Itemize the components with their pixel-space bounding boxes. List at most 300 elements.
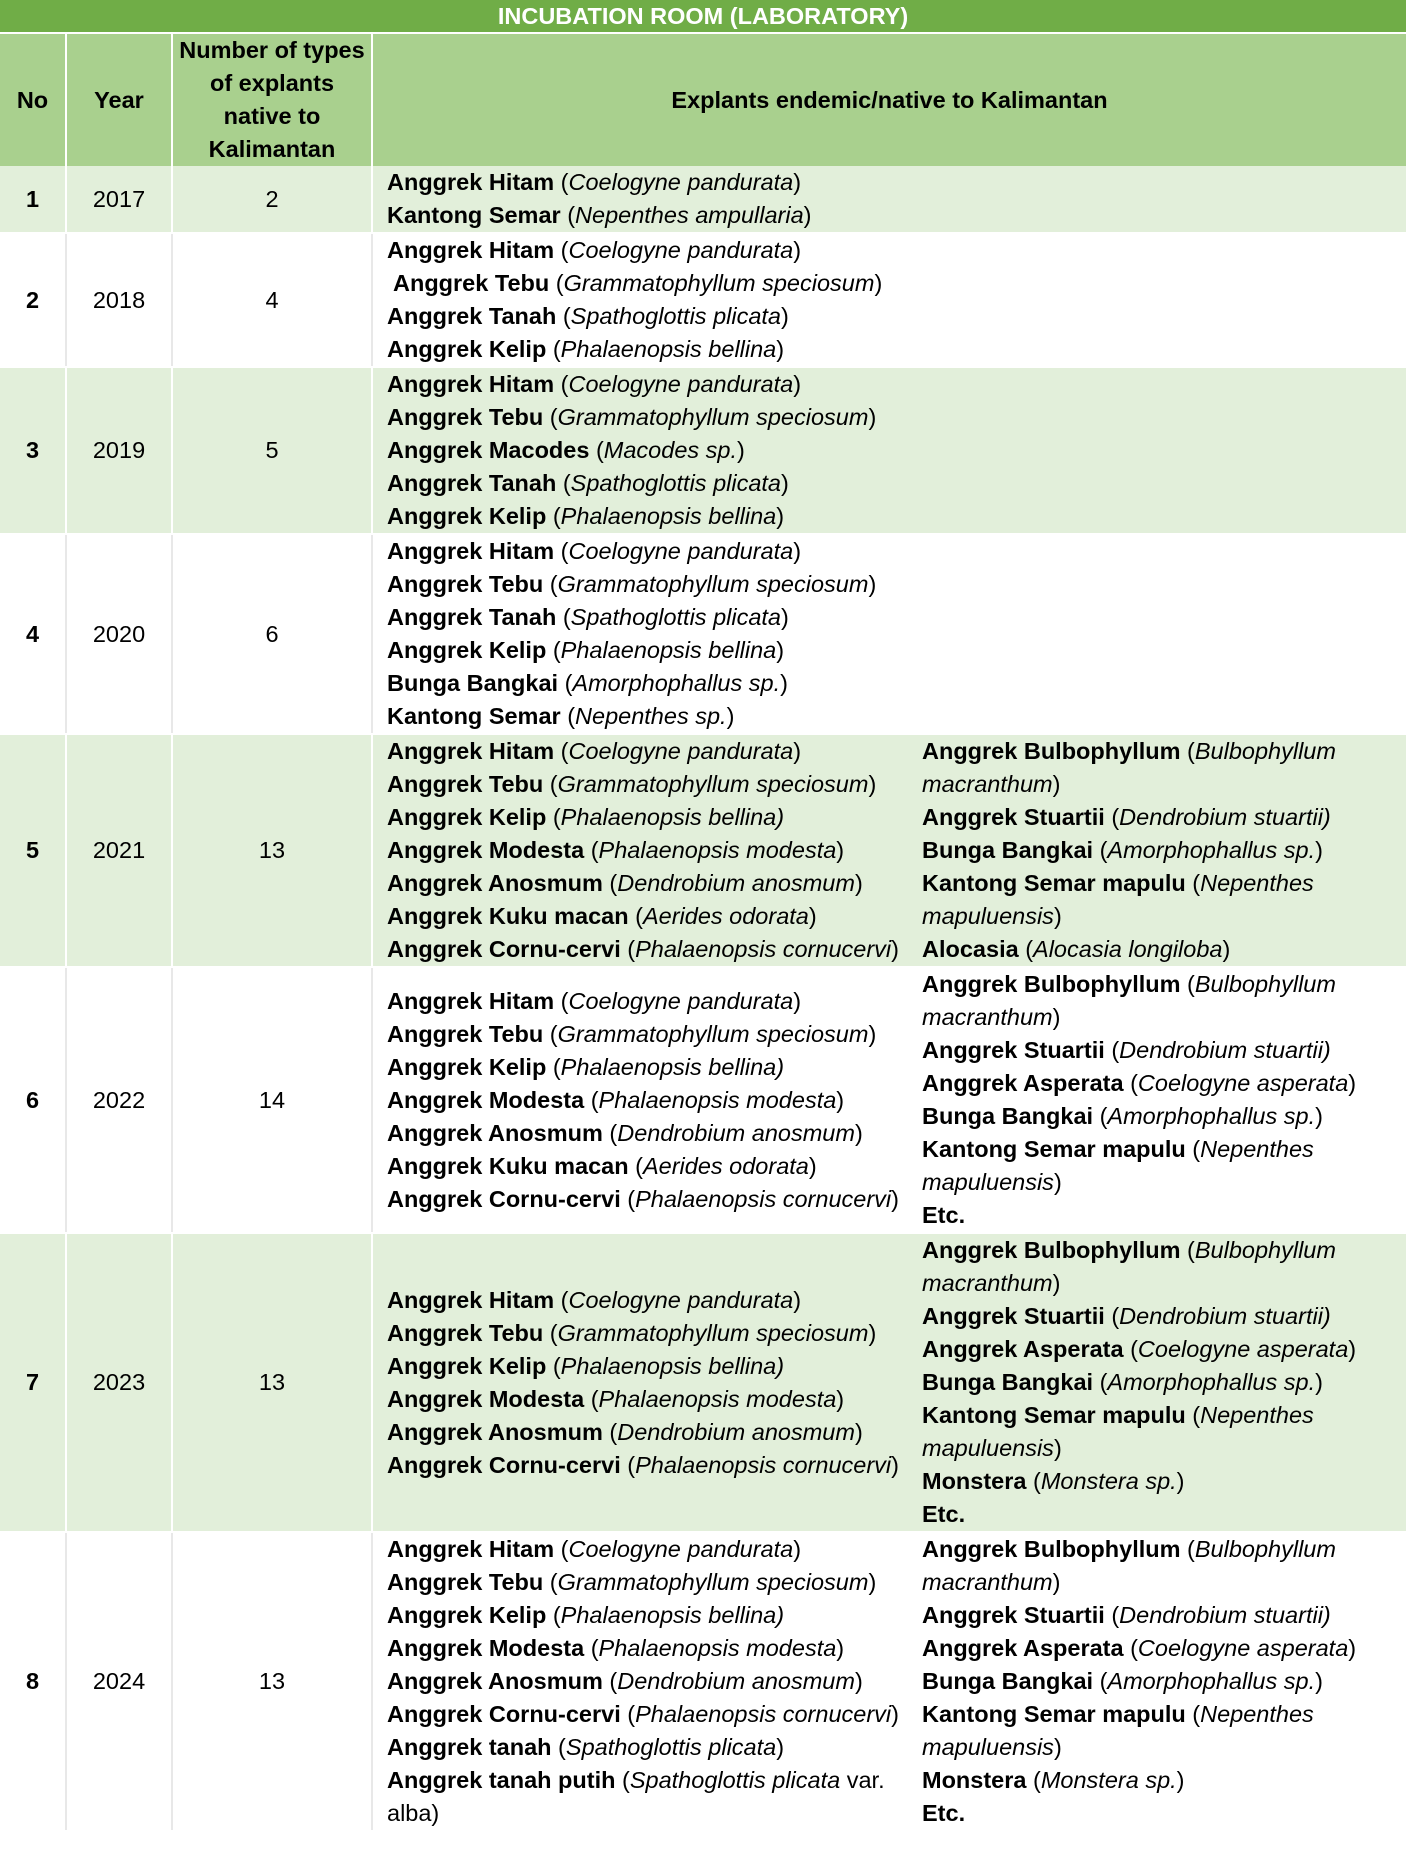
explant-common-name: Anggrek Hitam xyxy=(387,1286,555,1313)
explant-common-name: Anggrek Asperata xyxy=(922,1070,1124,1096)
explant-entry xyxy=(387,1284,912,1317)
explant-common-name: Monstera xyxy=(922,1767,1027,1793)
explant-paren-close: ) xyxy=(854,1668,863,1694)
table-row xyxy=(0,1532,1406,1831)
explant-paren-close: ) xyxy=(868,404,877,430)
explant-entry xyxy=(387,1599,912,1632)
explant-scientific-name: Nepenthes mapuluensis xyxy=(922,1136,1314,1195)
explant-entry xyxy=(922,735,1406,801)
explant-scientific-name: Spathoglottis plicata xyxy=(570,303,782,329)
explant-paren-open: ( xyxy=(584,1635,599,1661)
row-year: 2021 xyxy=(66,734,172,967)
explant-entry xyxy=(387,267,1406,300)
table-row xyxy=(0,1233,1406,1532)
explant-scientific-name: Coelogyne pandurata xyxy=(568,1286,794,1313)
explant-common-name: Anggrek Hitam xyxy=(387,987,555,1014)
row-number: 5 xyxy=(0,734,66,967)
explant-common-name: Anggrek Tebu xyxy=(393,270,550,296)
explant-paren-open: ( xyxy=(554,169,569,195)
explant-paren-open: ( xyxy=(554,1286,569,1313)
explant-paren-close: ) xyxy=(793,1286,802,1313)
explant-paren-close: ) xyxy=(891,1451,899,1478)
explant-entry xyxy=(387,467,1406,500)
explant-paren-open: ( xyxy=(554,237,569,263)
explant-paren-close: ) xyxy=(1348,1070,1357,1096)
explant-paren-close: ) xyxy=(854,1119,863,1146)
explant-scientific-name: Coelogyne pandurata xyxy=(568,738,794,764)
explant-paren-open: ( xyxy=(546,804,561,830)
explant-entry xyxy=(387,700,1406,733)
explant-entry xyxy=(922,1333,1406,1366)
explant-paren-open: ( xyxy=(1026,1468,1041,1494)
table-row xyxy=(0,734,1406,967)
explant-paren-close: ) xyxy=(1348,1336,1357,1362)
explant-paren-open: ( xyxy=(546,336,561,362)
explant-scientific-name: Dendrobium anosmum xyxy=(617,1418,855,1445)
explant-entry xyxy=(922,1100,1406,1133)
explant-common-name: Anggrek Anosmum xyxy=(387,1418,603,1445)
explant-common-name: Bunga Bangkai xyxy=(922,1103,1094,1129)
explant-scientific-name: Macodes sp. xyxy=(603,437,738,463)
explant-scientific-name: Nepenthes sp. xyxy=(575,703,727,729)
explant-list-secondary xyxy=(912,734,1406,967)
explant-paren-open: ( xyxy=(615,1767,630,1793)
explant-entry xyxy=(387,1764,912,1830)
explant-scientific-name: Dendrobium anosmum xyxy=(617,1119,855,1146)
explant-common-name: Anggrek Bulbophyllum xyxy=(922,971,1181,997)
explant-scientific-name: Phalaenopsis bellina) xyxy=(560,1352,785,1379)
explant-paren-close: ) xyxy=(793,738,802,764)
explant-scientific-name: Nepenthes mapuluensis xyxy=(922,1701,1314,1760)
explant-paren-close: ) xyxy=(868,571,877,597)
explant-paren-open: ( xyxy=(620,1451,636,1478)
explant-scientific-name: Monstera sp. xyxy=(1040,1767,1177,1793)
explant-paren-open: ( xyxy=(546,1352,561,1379)
explant-paren-close: ) xyxy=(836,1086,845,1113)
explant-paren-close: ) xyxy=(1315,1369,1323,1395)
explant-list-secondary xyxy=(912,1233,1406,1532)
explant-scientific-name: Coelogyne pandurata xyxy=(568,1536,794,1562)
explant-entry xyxy=(387,601,1406,634)
explant-scientific-name: Amorphophallus sp. xyxy=(1107,837,1316,863)
explant-common-name: Anggrek Asperata xyxy=(922,1336,1124,1362)
explant-entry xyxy=(387,1183,912,1216)
explant-paren-open: ( xyxy=(546,1053,561,1080)
explant-common-name: Anggrek Modesta xyxy=(387,837,585,863)
explant-scientific-name: Phalaenopsis cornucervi xyxy=(635,1185,892,1212)
explant-scientific-name: Dendrobium stuartii) xyxy=(1119,1602,1331,1628)
explant-entry xyxy=(387,667,1406,700)
row-number: 4 xyxy=(0,534,66,734)
explant-scientific-name: Phalaenopsis modesta xyxy=(598,1086,837,1113)
row-number: 2 xyxy=(0,233,66,367)
explant-common-name: Anggrek Bulbophyllum xyxy=(922,738,1181,764)
explant-entry xyxy=(387,368,1406,401)
explant-common-name: Anggrek Macodes xyxy=(387,437,590,463)
row-number: 3 xyxy=(0,367,66,534)
explant-entry xyxy=(387,401,1406,434)
explant-scientific-name: Grammatophyllum speciosum xyxy=(557,1319,869,1346)
explant-entry xyxy=(387,1018,912,1051)
explant-entry xyxy=(922,933,1406,966)
explant-entry xyxy=(387,434,1406,467)
explant-paren-close: ) xyxy=(1348,1635,1357,1661)
explant-entry xyxy=(387,1150,912,1183)
explant-scientific-name: Phalaenopsis bellina) xyxy=(560,1053,785,1080)
row-year: 2018 xyxy=(66,233,172,367)
explant-paren-open: ( xyxy=(543,404,558,430)
explant-paren-close: ) xyxy=(1176,1767,1185,1793)
explant-scientific-name: Dendrobium stuartii) xyxy=(1119,804,1331,830)
row-year: 2017 xyxy=(66,166,172,233)
explant-paren-close: ) xyxy=(781,303,789,329)
explant-scientific-name: Dendrobium stuartii) xyxy=(1119,1037,1331,1063)
explant-common-name: Anggrek Cornu-cervi xyxy=(387,1451,621,1478)
explant-scientific-name: Coelogyne pandurata xyxy=(568,169,794,195)
explant-paren-open: ( xyxy=(543,1569,558,1595)
header-explants: Explants endemic/native to Kalimantan xyxy=(372,33,1406,166)
explant-paren-open: ( xyxy=(1180,971,1195,997)
explant-list xyxy=(372,166,1406,233)
explant-paren-close: ) xyxy=(776,336,785,362)
explant-entry xyxy=(387,985,912,1018)
table-row xyxy=(0,166,1406,233)
explant-paren-close: ) xyxy=(836,1385,845,1412)
explant-paren-open: ( xyxy=(543,1020,558,1047)
explant-paren-close: ) xyxy=(803,202,812,228)
table-title: INCUBATION ROOM (LABORATORY) xyxy=(0,0,1406,33)
explant-paren-close: ) xyxy=(1053,1734,1062,1760)
row-explant-count: 13 xyxy=(172,1532,372,1831)
explant-scientific-name: Phalaenopsis bellina) xyxy=(560,804,785,830)
explant-scientific-name: Coelogyne asperata xyxy=(1137,1635,1349,1661)
explant-paren-open: ( xyxy=(556,470,571,496)
explant-common-name: Anggrek tanah xyxy=(387,1734,552,1760)
explant-paren-open: ( xyxy=(1104,1303,1120,1329)
explant-list xyxy=(372,734,912,967)
explant-paren-close: ) xyxy=(781,470,789,496)
explant-common-name: Anggrek Cornu-cervi xyxy=(387,936,621,962)
explant-paren-open: ( xyxy=(1180,738,1195,764)
explant-common-name: Anggrek Kelip xyxy=(387,336,547,362)
explant-common-name: Anggrek Anosmum xyxy=(387,870,603,896)
explant-common-name: Anggrek Tebu xyxy=(387,771,544,797)
explant-scientific-name: Bulbophyllum macranthum xyxy=(922,971,1336,1030)
explant-entry xyxy=(387,234,1406,267)
explant-scientific-name: Monstera sp. xyxy=(1040,1468,1177,1494)
explant-entry xyxy=(387,1632,912,1665)
explant-paren-close: ) xyxy=(1176,1468,1185,1494)
explant-scientific-name: Dendrobium stuartii) xyxy=(1119,1303,1331,1329)
explant-scientific-name: Coelogyne pandurata xyxy=(568,237,794,263)
explant-entry xyxy=(387,1317,912,1350)
explant-paren-close: ) xyxy=(891,1185,899,1212)
explant-scientific-name: Phalaenopsis bellina xyxy=(560,336,777,362)
explant-entry xyxy=(387,801,912,834)
explant-common-name: Anggrek Tanah xyxy=(387,303,557,329)
explant-paren-open: ( xyxy=(1104,1602,1120,1628)
explant-paren-open: ( xyxy=(1180,1237,1195,1263)
explant-paren-close: ) xyxy=(1315,1103,1323,1129)
explant-scientific-name: Coelogyne pandurata xyxy=(568,987,794,1014)
explant-common-name: Anggrek Stuartii xyxy=(922,804,1105,830)
explant-common-name: Bunga Bangkai xyxy=(922,837,1094,863)
explant-entry xyxy=(387,1698,912,1731)
explant-paren-open: ( xyxy=(546,503,561,529)
explant-common-name: Anggrek Hitam xyxy=(387,1536,555,1562)
explant-paren-close: ) xyxy=(854,1418,863,1445)
explant-scientific-name: Spathoglottis plicata xyxy=(565,1734,777,1760)
explant-paren-close: ) xyxy=(1315,1668,1323,1694)
explant-paren-close: ) xyxy=(808,903,817,929)
row-explant-count: 6 xyxy=(172,534,372,734)
explant-paren-close: ) xyxy=(1052,1569,1061,1595)
explant-paren-open: ( xyxy=(558,670,573,696)
table-row xyxy=(0,233,1406,367)
explant-list-secondary xyxy=(912,1532,1406,1831)
explant-common-name: Anggrek Asperata xyxy=(922,1635,1124,1661)
explant-paren-open: ( xyxy=(546,637,561,663)
explant-common-name: Anggrek Kelip xyxy=(387,804,547,830)
explant-paren-close: ) xyxy=(1053,1169,1062,1195)
explant-paren-open: ( xyxy=(560,703,576,729)
explant-paren-close: ) xyxy=(891,1701,899,1727)
explant-paren-close: ) xyxy=(891,936,899,962)
table-row xyxy=(0,534,1406,734)
explant-paren-open: ( xyxy=(584,837,599,863)
explant-paren-close: ) xyxy=(868,1319,877,1346)
explant-scientific-name: Phalaenopsis bellina xyxy=(560,503,777,529)
explant-common-name: Anggrek Tanah xyxy=(387,604,557,630)
explant-paren-close: ) xyxy=(776,1734,785,1760)
explant-entry xyxy=(387,333,1406,366)
explant-entry xyxy=(387,1731,912,1764)
explant-entry xyxy=(387,199,1406,232)
explant-paren-open: ( xyxy=(1093,1369,1108,1395)
explant-entry xyxy=(922,867,1406,933)
explant-paren-open: ( xyxy=(628,903,643,929)
explant-entry xyxy=(922,1399,1406,1465)
explant-paren-open: ( xyxy=(1026,1767,1041,1793)
explant-paren-open: ( xyxy=(554,1536,569,1562)
explant-paren-open: ( xyxy=(554,987,569,1014)
explant-paren-open: ( xyxy=(543,571,558,597)
explant-paren-close: ) xyxy=(1222,936,1231,962)
explant-common-name: Anggrek Kuku macan xyxy=(387,1152,629,1179)
explant-paren-open: ( xyxy=(584,1086,599,1113)
explant-entry xyxy=(922,968,1406,1034)
explant-entry xyxy=(922,1764,1406,1797)
row-explant-count: 14 xyxy=(172,967,372,1233)
explant-paren-open: ( xyxy=(1123,1635,1138,1661)
explant-common-name: Anggrek Cornu-cervi xyxy=(387,1185,621,1212)
explant-common-name: Etc. xyxy=(922,1202,966,1228)
explant-list-secondary xyxy=(912,967,1406,1233)
explant-entry xyxy=(387,535,1406,568)
explant-paren-open: ( xyxy=(602,870,618,896)
explant-paren-open: ( xyxy=(1123,1336,1138,1362)
explant-entry xyxy=(387,900,912,933)
explant-paren-close: ) xyxy=(1052,1270,1061,1296)
explant-paren-open: ( xyxy=(584,1385,599,1412)
explant-paren-close: ) xyxy=(793,538,802,564)
explant-scientific-name: Bulbophyllum macranthum xyxy=(922,738,1336,797)
explant-common-name: Kantong Semar xyxy=(387,202,561,228)
explant-entry xyxy=(922,801,1406,834)
explant-common-name: Anggrek Hitam xyxy=(387,371,555,397)
explant-paren-open: ( xyxy=(1185,1136,1201,1162)
header-year: Year xyxy=(66,33,172,166)
explant-common-name: Alocasia xyxy=(922,936,1019,962)
explant-paren-close: ) xyxy=(874,270,883,296)
explant-paren-close: ) xyxy=(1053,1435,1062,1461)
explant-entry xyxy=(387,834,912,867)
explant-common-name: Anggrek Tebu xyxy=(387,404,544,430)
explant-common-name: Anggrek Kelip xyxy=(387,1352,547,1379)
explant-common-name: Anggrek Tanah xyxy=(387,470,557,496)
explant-paren-open: ( xyxy=(1093,837,1108,863)
explant-entry xyxy=(387,1051,912,1084)
explant-list xyxy=(372,1532,912,1831)
table-body xyxy=(0,166,1406,1831)
explant-common-name: Anggrek Modesta xyxy=(387,1086,585,1113)
explant-common-name: Etc. xyxy=(922,1800,966,1826)
explant-paren-close: var. alba) xyxy=(387,1767,885,1826)
explant-entry xyxy=(387,300,1406,333)
explant-common-name: Kantong Semar mapulu xyxy=(922,1701,1186,1727)
table-row xyxy=(0,967,1406,1233)
explant-scientific-name: Nepenthes mapuluensis xyxy=(922,870,1314,929)
explant-entry xyxy=(387,933,912,966)
explant-paren-close: ) xyxy=(793,987,802,1014)
explant-paren-open: ( xyxy=(1185,1701,1201,1727)
explant-paren-open: ( xyxy=(602,1418,618,1445)
explant-common-name: Bunga Bangkai xyxy=(922,1369,1094,1395)
explant-common-name: Kantong Semar xyxy=(387,703,561,729)
explant-paren-open: ( xyxy=(620,936,636,962)
explant-entry xyxy=(922,1034,1406,1067)
explant-paren-close: ) xyxy=(780,670,788,696)
explant-entry xyxy=(387,867,912,900)
explant-paren-open: ( xyxy=(1104,1037,1120,1063)
explant-paren-open: ( xyxy=(554,371,569,397)
explant-common-name: Bunga Bangkai xyxy=(387,670,559,696)
explant-common-name: Kantong Semar mapulu xyxy=(922,1402,1186,1428)
explant-scientific-name: Spathoglottis plicata xyxy=(570,604,782,630)
explant-scientific-name: Dendrobium anosmum xyxy=(617,1668,855,1694)
explant-paren-close: ) xyxy=(808,1152,817,1179)
explant-scientific-name: Aerides odorata xyxy=(642,1152,809,1179)
header-count: Number of types of explants native to Kalimantan xyxy=(172,33,372,166)
explant-entry xyxy=(387,1665,912,1698)
row-number: 6 xyxy=(0,967,66,1233)
explant-common-name: Anggrek Hitam xyxy=(387,169,555,195)
explant-paren-open: ( xyxy=(556,303,571,329)
explant-entry xyxy=(922,1366,1406,1399)
explant-scientific-name: Coelogyne pandurata xyxy=(568,371,794,397)
explant-entry xyxy=(922,1133,1406,1199)
explant-scientific-name: Phalaenopsis bellina) xyxy=(560,1602,785,1628)
explant-paren-open: ( xyxy=(1093,1668,1108,1694)
explant-scientific-name: Spathoglottis plicata xyxy=(570,470,782,496)
explant-scientific-name: Bulbophyllum macranthum xyxy=(922,1237,1336,1296)
explant-scientific-name: Grammatophyllum speciosum xyxy=(557,1020,869,1047)
explant-paren-close: ) xyxy=(793,371,802,397)
explant-scientific-name: Dendrobium anosmum xyxy=(617,870,855,896)
explant-entry xyxy=(387,1416,912,1449)
explant-paren-open: ( xyxy=(554,538,569,564)
explant-paren-close: ) xyxy=(781,604,789,630)
explant-paren-open: ( xyxy=(1180,1536,1195,1562)
header-no: No xyxy=(0,33,66,166)
explant-scientific-name: Phalaenopsis cornucervi xyxy=(635,936,892,962)
explant-entry xyxy=(387,1449,912,1482)
explant-common-name: Anggrek tanah putih xyxy=(387,1767,616,1793)
explant-entry xyxy=(922,1698,1406,1764)
explant-list xyxy=(372,1233,912,1532)
explant-entry xyxy=(387,1350,912,1383)
explant-entry xyxy=(387,735,912,768)
explant-common-name: Anggrek Kelip xyxy=(387,503,547,529)
explant-scientific-name: Phalaenopsis cornucervi xyxy=(635,1701,892,1727)
explant-common-name: Anggrek Hitam xyxy=(387,738,555,764)
explant-common-name: Bunga Bangkai xyxy=(922,1668,1094,1694)
explant-paren-close: ) xyxy=(793,237,802,263)
explant-entry xyxy=(922,1465,1406,1498)
explant-entry xyxy=(922,1300,1406,1333)
explant-entry xyxy=(387,768,912,801)
explant-paren-close: ) xyxy=(1052,771,1061,797)
explant-paren-close: ) xyxy=(868,771,877,797)
explant-scientific-name: Spathoglottis plicata xyxy=(629,1767,841,1793)
explant-paren-open: ( xyxy=(1104,804,1120,830)
explant-list xyxy=(372,534,1406,734)
explant-list xyxy=(372,367,1406,534)
row-explant-count: 13 xyxy=(172,734,372,967)
explant-scientific-name: Coelogyne asperata xyxy=(1137,1070,1349,1096)
explant-paren-close: ) xyxy=(793,169,802,195)
explant-paren-open: ( xyxy=(549,270,564,296)
explant-common-name: Anggrek Kuku macan xyxy=(387,903,629,929)
explant-paren-close: ) xyxy=(793,1536,802,1562)
explant-entry xyxy=(387,568,1406,601)
explant-paren-close: ) xyxy=(1052,1004,1061,1030)
row-number: 8 xyxy=(0,1532,66,1831)
explant-entry xyxy=(387,634,1406,667)
explant-common-name: Anggrek Modesta xyxy=(387,1635,585,1661)
row-number: 1 xyxy=(0,166,66,233)
explant-paren-close: ) xyxy=(776,637,785,663)
explant-paren-close: ) xyxy=(854,870,863,896)
row-explant-count: 2 xyxy=(172,166,372,233)
explant-paren-open: ( xyxy=(1018,936,1034,962)
explant-paren-open: ( xyxy=(620,1185,636,1212)
row-explant-count: 13 xyxy=(172,1233,372,1532)
explant-scientific-name: Grammatophyllum speciosum xyxy=(557,1569,869,1595)
explant-common-name: Anggrek Bulbophyllum xyxy=(922,1536,1181,1562)
explant-paren-close: ) xyxy=(737,437,745,463)
row-explant-count: 5 xyxy=(172,367,372,534)
explant-scientific-name: Grammatophyllum speciosum xyxy=(557,571,869,597)
explant-common-name: Anggrek Anosmum xyxy=(387,1668,603,1694)
explant-entry xyxy=(387,1566,912,1599)
explant-scientific-name: Nepenthes ampullaria xyxy=(575,202,804,228)
explant-entry xyxy=(387,1533,912,1566)
explant-common-name: Anggrek Anosmum xyxy=(387,1119,603,1146)
explant-entry xyxy=(922,1067,1406,1100)
explant-paren-open: ( xyxy=(1093,1103,1108,1129)
explant-scientific-name: Aerides odorata xyxy=(642,903,809,929)
